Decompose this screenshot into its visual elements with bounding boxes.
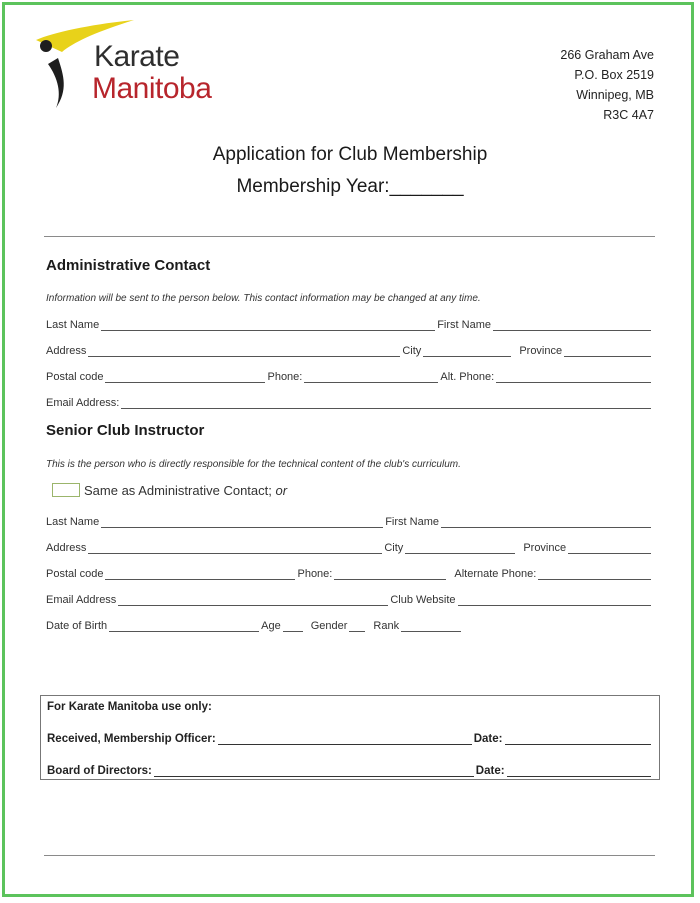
- postal-code-label: Postal code: [46, 568, 104, 580]
- senior-postal-row: [46, 566, 653, 580]
- senior-city-field[interactable]: [405, 543, 515, 554]
- province-label: Province: [523, 542, 567, 554]
- phone-label: Phone:: [267, 371, 303, 383]
- same-as-admin-label: [84, 483, 287, 498]
- first-name-label: First Name: [385, 516, 439, 528]
- phone-label: Phone:: [297, 568, 333, 580]
- admin-province-field[interactable]: [564, 346, 651, 357]
- rank-label: Rank: [373, 620, 400, 632]
- admin-address-row: [46, 343, 653, 357]
- province-label: Province: [519, 345, 563, 357]
- dob-field[interactable]: [109, 621, 259, 632]
- org-address: [560, 45, 654, 125]
- admin-address-field[interactable]: [88, 346, 400, 357]
- age-label: Age: [261, 620, 281, 632]
- board-date-field[interactable]: [507, 766, 651, 777]
- email-label: Email Address: [46, 594, 117, 606]
- received-field[interactable]: [218, 734, 472, 745]
- admin-email-field[interactable]: [121, 398, 651, 409]
- senior-instructor-heading: Senior Club Instructor: [46, 422, 205, 439]
- club-website-label: Club Website: [390, 594, 456, 606]
- footer-divider: [44, 855, 655, 856]
- email-label: Email Address:: [46, 397, 120, 409]
- last-name-label: Last Name: [46, 516, 100, 528]
- admin-postal-row: [46, 369, 653, 383]
- board-label: Board of Directors:: [47, 765, 152, 777]
- or-text: or: [275, 483, 288, 498]
- first-name-label: First Name: [437, 319, 491, 331]
- gender-field[interactable]: [349, 621, 365, 632]
- age-field[interactable]: [283, 621, 303, 632]
- received-row: [47, 731, 653, 745]
- karate-manitoba-logo: [34, 18, 244, 113]
- form-title: Application for Club Membership: [212, 144, 488, 165]
- received-date-field[interactable]: [505, 734, 652, 745]
- board-row: [47, 763, 653, 777]
- senior-dob-row: [46, 618, 653, 632]
- same-as-admin-text: Same as Administrative Contact;: [84, 483, 272, 498]
- admin-contact-note: Information will be sent to the person below. This contact information may be changed at any time.: [46, 293, 481, 304]
- office-use-heading: For Karate Manitoba use only:: [47, 701, 212, 713]
- divider: [44, 236, 655, 237]
- same-as-admin-checkbox[interactable]: [52, 483, 80, 497]
- senior-phone-field[interactable]: [334, 569, 446, 580]
- logo-text-karate: Karate: [94, 40, 180, 73]
- senior-province-field[interactable]: [568, 543, 651, 554]
- club-website-field[interactable]: [458, 595, 651, 606]
- alt-phone-label: Alt. Phone:: [440, 371, 495, 383]
- senior-postal-code-field[interactable]: [105, 569, 295, 580]
- membership-year[interactable]: Membership Year:_______: [236, 176, 464, 197]
- senior-email-row: [46, 592, 653, 606]
- senior-address-row: [46, 540, 653, 554]
- date-label: Date:: [473, 733, 503, 745]
- last-name-label: Last Name: [46, 319, 100, 331]
- office-use-box: [40, 695, 660, 780]
- received-label: Received, Membership Officer:: [47, 733, 216, 745]
- senior-name-row: [46, 514, 653, 528]
- admin-first-name-field[interactable]: [493, 320, 651, 331]
- gender-label: Gender: [310, 620, 348, 632]
- admin-name-row: [46, 317, 653, 331]
- senior-last-name-field[interactable]: [101, 517, 383, 528]
- senior-instructor-note: This is the person who is directly responsible for the technical content of the club's curriculum.: [46, 459, 461, 470]
- address-label: Address: [46, 542, 87, 554]
- address-line: 266 Graham Ave: [560, 48, 654, 62]
- city-label: City: [384, 542, 404, 554]
- logo-text-manitoba: Manitoba: [92, 72, 212, 105]
- admin-city-field[interactable]: [423, 346, 511, 357]
- admin-contact-heading: Administrative Contact: [46, 257, 211, 274]
- senior-first-name-field[interactable]: [441, 517, 651, 528]
- date-label: Date:: [475, 765, 505, 777]
- office-heading-row: [47, 699, 653, 713]
- address-line: R3C 4A7: [603, 108, 654, 122]
- address-label: Address: [46, 345, 87, 357]
- senior-address-field[interactable]: [88, 543, 382, 554]
- city-label: City: [402, 345, 422, 357]
- rank-field[interactable]: [401, 621, 461, 632]
- postal-code-label: Postal code: [46, 371, 104, 383]
- admin-postal-code-field[interactable]: [105, 372, 265, 383]
- senior-email-field[interactable]: [118, 595, 388, 606]
- dob-label: Date of Birth: [46, 620, 108, 632]
- admin-last-name-field[interactable]: [101, 320, 435, 331]
- address-line: P.O. Box 2519: [574, 68, 654, 82]
- alternate-phone-label: Alternate Phone:: [454, 568, 537, 580]
- address-line: Winnipeg, MB: [576, 88, 654, 102]
- senior-alternate-phone-field[interactable]: [538, 569, 651, 580]
- admin-alt-phone-field[interactable]: [496, 372, 651, 383]
- admin-email-row: [46, 395, 653, 409]
- admin-phone-field[interactable]: [304, 372, 438, 383]
- board-field[interactable]: [154, 766, 474, 777]
